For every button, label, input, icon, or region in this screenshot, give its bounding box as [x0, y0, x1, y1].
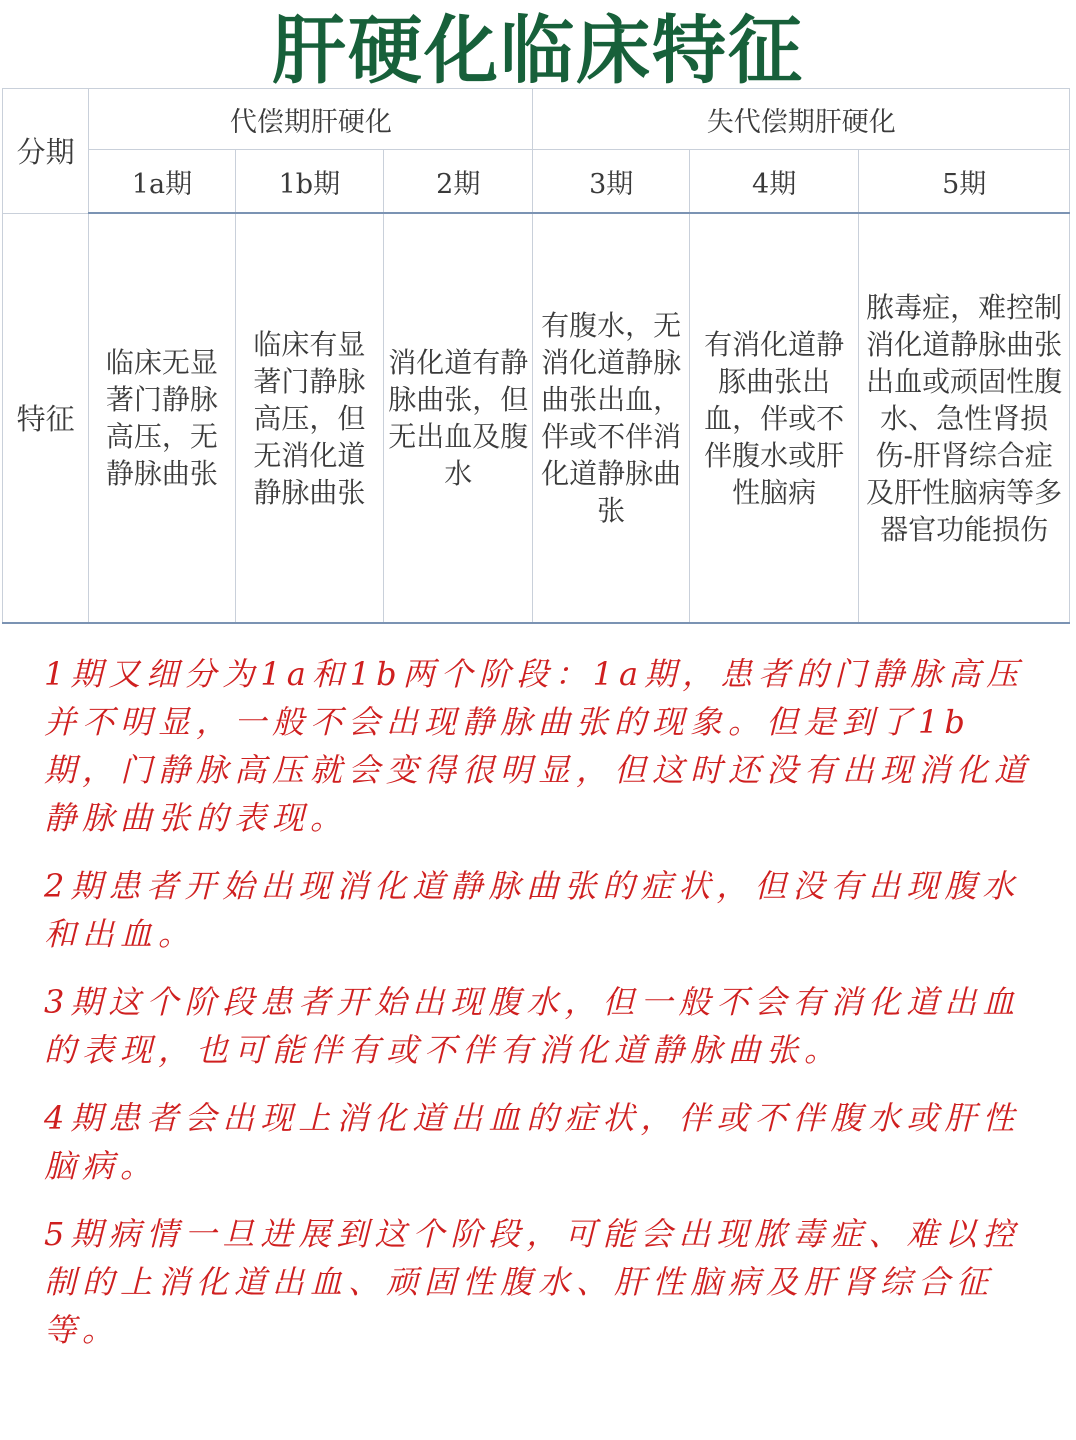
notes-section	[44, 650, 1034, 1374]
feature-2: 消化道有静脉曲张，但无出血及腹水	[384, 213, 533, 623]
table-header-row-groups	[3, 89, 1070, 150]
group-compensated: 代偿期肝硬化	[89, 89, 533, 150]
feature-4: 有消化道静豚曲张出血，伴或不伴腹水或肝性脑病	[689, 213, 858, 623]
page-title: 肝硬化临床特征	[272, 8, 804, 94]
feature-3: 有腹水，无消化道静脉曲张出血，伴或不伴消化道静脉曲张	[533, 213, 689, 623]
note-stage-1: 1期又细分为1a和1b两个阶段：1a期，患者的门静脉高压并不明显，一般不会出现静脉曲张的现象。但是到了1b期，门静脉高压就会变得很明显，但这时还没有出现消化道静脉曲张的表现。	[44, 655, 1033, 837]
feature-1a: 临床无显著门静脉高压，无静脉曲张	[89, 213, 235, 623]
feature-5: 脓毒症，难控制消化道静脉曲张出血或顽固性腹水、急性肾损伤-肝肾综合症及肝性脑病等多器官功能损伤	[859, 213, 1070, 623]
table-header-row-stages	[3, 150, 1070, 214]
stage-2: 2期	[384, 150, 533, 214]
stage-3: 3期	[533, 150, 689, 214]
table-row-features	[3, 213, 1070, 623]
feature-1b: 临床有显著门静脉高压，但无消化道静脉曲张	[235, 213, 383, 623]
stage-5: 5期	[859, 150, 1070, 214]
note-stage-2: 2期患者开始出现消化道静脉曲张的症状，但没有出现腹水和出血。	[44, 867, 1021, 953]
stage-table	[2, 88, 1070, 624]
note-stage-5: 5期病情一旦进展到这个阶段，可能会出现脓毒症、难以控制的上消化道出血、顽固性腹水、肝性脑病及肝肾综合征等。	[44, 1215, 1021, 1349]
stage-1b: 1b期	[235, 150, 383, 214]
note-stage-3: 3期这个阶段患者开始出现腹水，但一般不会有消化道出血的表现，也可能伴有或不伴有消化道静脉曲张。	[44, 983, 1021, 1069]
note-stage-4: 4期患者会出现上消化道出血的症状，伴或不伴腹水或肝性脑病。	[44, 1099, 1021, 1185]
row-label-feature: 特征	[3, 213, 89, 623]
group-decompensated: 失代偿期肝硬化	[533, 89, 1070, 150]
row-label-stage: 分期	[3, 89, 89, 214]
stage-1a: 1a期	[89, 150, 235, 214]
stage-4: 4期	[689, 150, 858, 214]
